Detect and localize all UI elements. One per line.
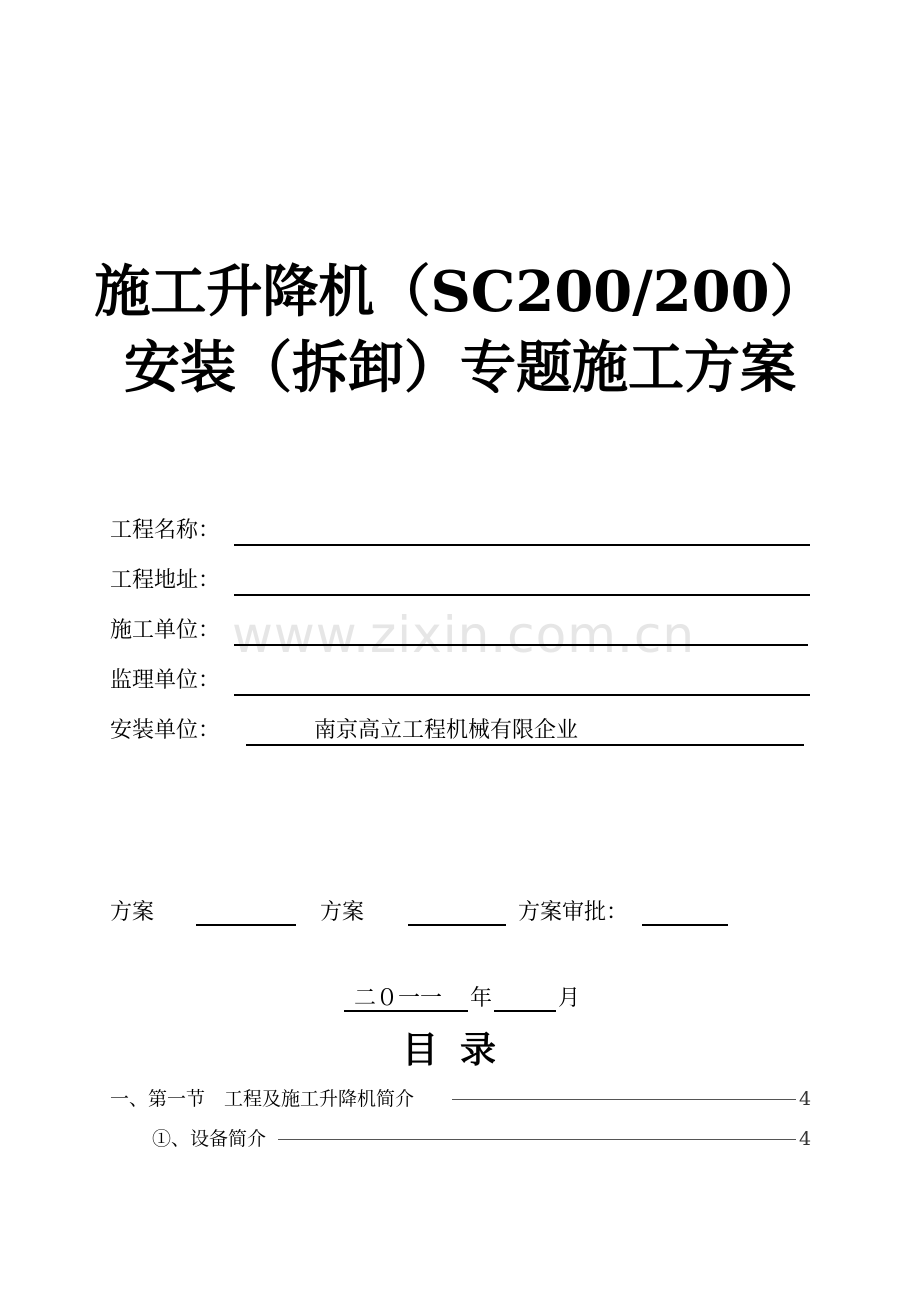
signature-line-1 bbox=[196, 924, 296, 926]
toc-entry-page: 4 bbox=[799, 1128, 812, 1150]
field-label: 施工单位： bbox=[110, 618, 221, 643]
toc-entry-text: 一、第一节 工程及施工升降机简介 bbox=[110, 1088, 415, 1110]
toc-leader-line bbox=[278, 1139, 796, 1140]
fill-in-line bbox=[234, 544, 810, 546]
field-value: 南京高立工程机械有限企业 bbox=[313, 718, 578, 743]
date-year-underline bbox=[344, 1010, 468, 1012]
toc-leader-line bbox=[452, 1099, 796, 1100]
toc-entry[interactable] bbox=[0, 1124, 920, 1154]
document-title-line-1: 施工升降机（SC200/200） bbox=[94, 259, 826, 325]
fill-in-line bbox=[234, 644, 808, 646]
field-label: 安装单位： bbox=[110, 718, 221, 743]
toc-heading: 目录 bbox=[401, 1029, 518, 1071]
toc-entry-text: ①、设备简介 bbox=[152, 1128, 267, 1150]
fill-in-line bbox=[234, 594, 810, 596]
date-year: 二０一一 bbox=[354, 986, 443, 1011]
field-label: 工程名称： bbox=[110, 518, 221, 543]
signature-label-1: 方案 bbox=[110, 900, 155, 925]
fill-in-line bbox=[234, 694, 810, 696]
date-year-suffix: 年 bbox=[470, 986, 493, 1011]
signature-label-3: 方案审批： bbox=[518, 900, 629, 925]
field-label: 工程地址： bbox=[110, 568, 221, 593]
toc-entry[interactable] bbox=[0, 1084, 920, 1114]
watermark: www.zixin.com.cn bbox=[232, 606, 696, 664]
toc-entry-page: 4 bbox=[799, 1088, 812, 1110]
signature-line-3 bbox=[642, 924, 728, 926]
signature-label-2: 方案 bbox=[320, 900, 365, 925]
field-label: 监理单位： bbox=[110, 668, 221, 693]
document-title-line-2: 安装（拆卸）专题施工方案 bbox=[124, 335, 796, 401]
date-month-underline bbox=[494, 1010, 556, 1012]
date-month-suffix: 月 bbox=[558, 986, 581, 1011]
signature-line-2 bbox=[408, 924, 506, 926]
